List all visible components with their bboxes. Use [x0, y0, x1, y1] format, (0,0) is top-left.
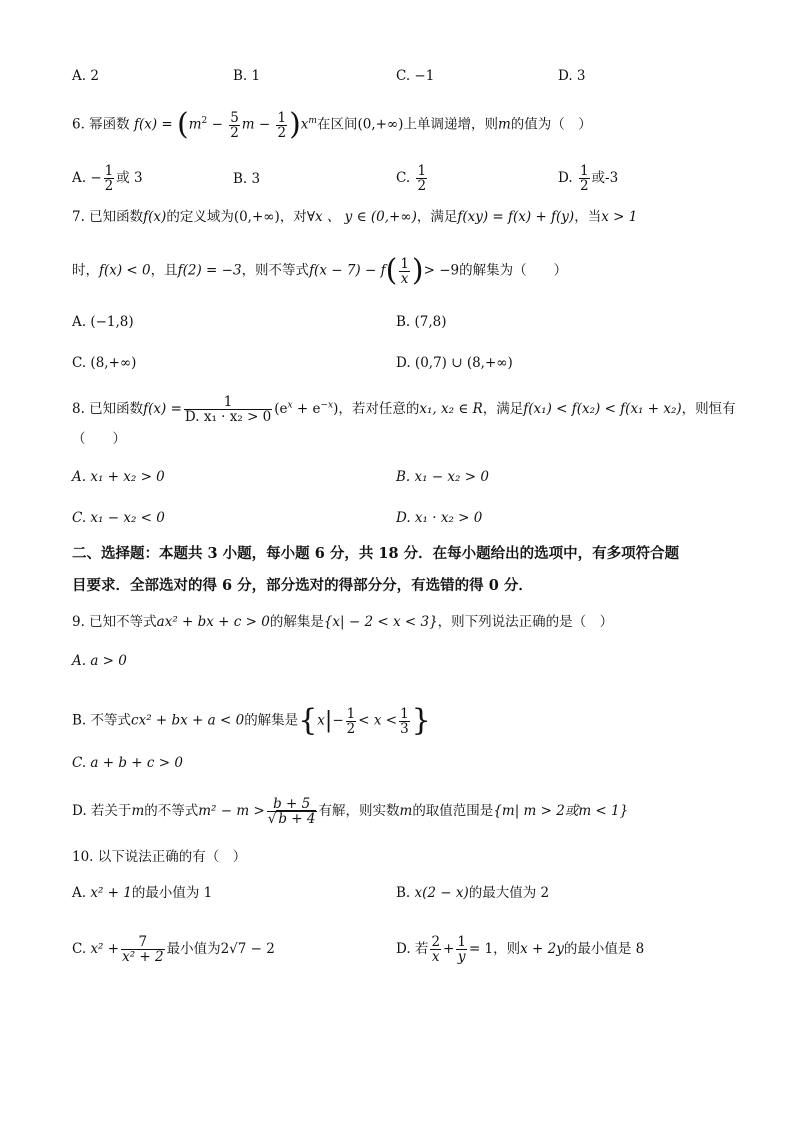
q9-b-rbrace: } — [411, 703, 431, 738]
q6-d-post: 或-3 — [591, 170, 619, 186]
q8-pre: 8. 已知函数 — [72, 401, 144, 417]
q6-a-num: 1 — [104, 163, 114, 179]
q8-vars: x₁, x₂ ∈ R — [419, 401, 483, 417]
q7-l1a: 7. 已知函数 — [72, 209, 144, 225]
q10-d-pre: D. 若 — [396, 941, 429, 957]
q8-ineq: f(x₁) < f(x₂) < f(x₁ + x₂) — [523, 401, 682, 417]
section2-heading-line2: 目要求．全部选对的得 6 分，部分选对的得部分分，有选错的得 0 分． — [72, 577, 533, 594]
q7-l1h: f(xy) = f(x) + f(y) — [457, 209, 575, 225]
q9-d-m2: m — [399, 803, 413, 819]
q8-paren: （ ） — [72, 431, 126, 447]
q8-fx: f(x) = — [143, 401, 182, 417]
q7-l2c: ，且 — [150, 262, 178, 279]
q7-l1e: ，对 — [279, 209, 307, 225]
q8-frac-den: D. x₁ · x₂ > 0 — [184, 409, 272, 425]
q6-a-post: 或 3 — [116, 170, 143, 186]
q8-option-b: B. x₁ − x₂ > 0 — [396, 469, 489, 485]
q7-lparen: ( — [385, 253, 398, 288]
q10-a-post: 的最小值为 1 — [131, 885, 213, 901]
q9-ineq: ax² + bx + c > 0 — [156, 614, 270, 630]
q9-d-m: m — [131, 803, 145, 819]
q8-mid: ，若对任意的 — [338, 401, 420, 417]
q10-c-x: x² + — [90, 941, 120, 957]
q6-frac2-num: 1 — [277, 109, 287, 126]
q6-d-den: 2 — [579, 178, 589, 194]
q7-l1c: 的定义域为 — [166, 209, 234, 225]
q8-option-a: A. x₁ + x₂ > 0 — [72, 469, 165, 485]
q10-d-frac2-num: 1 — [457, 934, 466, 950]
q7-l2b: f(x) < 0 — [99, 262, 151, 279]
q9-d-ineq: m² − m > — [198, 803, 265, 819]
q10-c-val: 2√7 − 2 — [220, 941, 275, 957]
q10-b-label: B. — [396, 885, 411, 901]
q9-d-frac-den: √ b + 4 — [267, 811, 316, 827]
q7-l2h: 的解集为（ ） — [459, 262, 568, 279]
q6-mvar: m — [497, 116, 511, 133]
q8-option-c: C. x₁ − x₂ < 0 — [72, 510, 165, 526]
q6-interval: (0,+∞) — [357, 116, 404, 133]
q9-b-bar: | — [324, 708, 333, 733]
q7-stem-line1 — [72, 208, 637, 226]
q7-rparen: ) — [411, 253, 424, 288]
q6-option-d — [558, 164, 618, 193]
q8-tail: ，则恒有 — [681, 401, 736, 417]
q7-l2e: ，则不等式 — [241, 262, 310, 279]
q10-option-d — [396, 935, 644, 964]
q9-option-d — [72, 797, 628, 826]
q7-option-c: C. (8,+∞) — [72, 355, 137, 371]
q6-c-frac — [416, 164, 427, 193]
q5-option-d: D. 3 — [558, 68, 586, 84]
q8-stem — [72, 395, 736, 424]
q7-frac-den: x — [400, 270, 409, 287]
q9-b-neg: − — [332, 712, 344, 729]
q9-b-frac2-num: 1 — [400, 705, 409, 722]
q6-a-den: 2 — [104, 178, 114, 194]
q9-set: {x| − 2 < x < 3} — [323, 614, 438, 630]
q5-option-b: B. 1 — [233, 68, 261, 84]
q6-option-a — [72, 164, 143, 193]
q9-d-frac-num: b + 5 — [267, 797, 317, 812]
q8-frac-num: 1 — [184, 395, 272, 410]
q7-l1f: ∀x 、 y ∈ (0,+∞) — [306, 209, 417, 225]
q9-b-frac1 — [346, 707, 357, 736]
q8-option-d: D. x₁ · x₂ > 0 — [396, 510, 483, 526]
q8-body: (e — [274, 401, 288, 417]
q10-c-post: 最小值为 — [166, 941, 221, 957]
q6-a-label: A. — [72, 170, 87, 186]
q6-frac1 — [229, 111, 240, 140]
q7-l2g: > −9 — [423, 262, 460, 279]
q9-d-mid: 的不等式 — [144, 803, 199, 819]
q7-option-b: B. (7,8) — [396, 314, 447, 330]
section2-heading-line1: 二、选择题：本题共 3 小题，每小题 6 分，共 18 分．在每小题给出的选项中，有多项符合题 — [72, 545, 680, 562]
q6-m-minus: m − — [241, 116, 271, 133]
q9-d-frac — [267, 797, 317, 826]
q10-d-post: 的最小值是 8 — [563, 941, 645, 957]
q6-frac2-den: 2 — [277, 124, 287, 141]
q10-c-label: C. — [72, 941, 87, 957]
q6-a-frac — [104, 164, 115, 193]
q9-option-c: C. a + b + c > 0 — [72, 755, 183, 771]
q10-a-label: A. — [72, 885, 87, 901]
q5-option-a: A. 2 — [72, 68, 99, 84]
q9-b-ineq: cx² + bx + a < 0 — [131, 712, 245, 729]
q8-plus: + e — [292, 401, 321, 417]
q6-end: 的值为（ ） — [510, 116, 592, 133]
q7-l2f: f(x − 7) − f — [309, 262, 386, 279]
q7-option-d: D. (0,7) ∪ (8,+∞) — [396, 355, 513, 371]
q9-stem — [72, 613, 613, 631]
q7-l2a: 时， — [72, 262, 99, 279]
q6-fx: f(x) = — [133, 116, 173, 133]
q7-stem-line2 — [72, 253, 568, 288]
q10-d-mid: ，则 — [493, 941, 521, 957]
q9-b-x: x — [317, 712, 325, 729]
q10-a-expr: x² + 1 — [90, 885, 132, 901]
q6-prefix: 6. 幂函数 — [72, 116, 130, 133]
q9-b-lbrace: { — [298, 703, 318, 738]
q7-l2d: f(2) = −3 — [177, 262, 242, 279]
q6-d-label: D. — [558, 170, 573, 186]
q9-tail: ，则下列说法正确的是（ ） — [437, 614, 614, 630]
q9-b-frac2 — [399, 707, 410, 736]
q10-b-post: 的最大值为 2 — [468, 885, 550, 901]
q9-mid: 的解集是 — [269, 614, 324, 630]
q9-b-frac1-den: 2 — [346, 720, 356, 737]
q6-d-frac — [579, 164, 590, 193]
q6-option-c — [396, 164, 429, 193]
q9-d-range: 的取值范围是 — [412, 803, 494, 819]
q5-option-c: C. −1 — [396, 68, 435, 84]
q6-stem: 6. 幂函数 $f(x) = (m^2$ − $\frac{5}{2}$ m − $\frac{1}{2}$ )$x^m$在区间(0,+∞)上单调递增，则m的值为（ ） — [72, 107, 592, 142]
q10-option-b — [396, 884, 549, 902]
q10-b-expr: x(2 − x) — [414, 885, 469, 901]
q10-d-frac2 — [456, 935, 467, 964]
q6-frac2 — [276, 111, 287, 140]
q9-b-frac1-num: 1 — [346, 705, 356, 722]
q8-close: ) — [333, 401, 339, 417]
q10-d-frac1 — [430, 935, 441, 964]
q10-d-eq: = 1 — [468, 941, 494, 957]
q6-frac1-num: 5 — [230, 109, 239, 126]
q6-option-b: B. 3 — [233, 171, 261, 187]
q9-option-b — [72, 703, 431, 738]
q6-d-num: 1 — [579, 163, 589, 179]
q10-stem: 10. 以下说法正确的有（ ） — [72, 849, 247, 865]
q6-x: x — [300, 116, 309, 133]
q7-l1b: f(x) — [143, 209, 167, 225]
q9-b-pre: B. 不等式 — [72, 712, 132, 729]
q6-a-neg: − — [90, 170, 102, 186]
q9-d-set: {m| m > 2或m < 1} — [493, 803, 629, 819]
q8-sup1: x — [287, 400, 293, 411]
q9-option-a: A. a > 0 — [72, 653, 127, 669]
q9-b-mid: 的解集是 — [244, 712, 299, 729]
q10-c-den: x² + 2 — [122, 949, 164, 965]
q10-d-frac1-num: 2 — [431, 934, 441, 950]
q9-pre: 9. 已知不等式 — [72, 614, 157, 630]
q7-frac-num: 1 — [400, 255, 409, 272]
q9-d-tail: 有解，则实数 — [318, 803, 400, 819]
q9-d-radicand: b + 4 — [278, 811, 316, 827]
q10-option-a — [72, 884, 212, 902]
q9-b-lt: < x < — [358, 712, 398, 729]
q7-option-a: A. (−1,8) — [72, 314, 134, 330]
q7-l1d: (0,+∞) — [233, 209, 280, 225]
q7-l1i: ，当 — [574, 209, 602, 225]
q6-m: m — [188, 116, 202, 133]
q7-l1g: ，满足 — [416, 209, 458, 225]
q10-c-num: 7 — [121, 935, 165, 950]
q8-frac — [184, 395, 272, 424]
q8-sup2: −x — [320, 400, 334, 411]
q6-c-num: 1 — [417, 163, 427, 179]
q10-d-frac2-den: y — [457, 949, 466, 965]
q6-lparen: ( — [177, 107, 189, 142]
q6-frac1-den: 2 — [230, 124, 239, 141]
q7-frac — [399, 257, 410, 286]
q10-d-frac1-den: x — [431, 949, 440, 965]
q6-c-label: C. — [396, 170, 411, 186]
q8-cond: ，满足 — [482, 401, 524, 417]
q6-rparen: ) — [289, 107, 301, 142]
q10-option-c — [72, 935, 275, 964]
q10-d-expr: x + 2y — [520, 941, 564, 957]
q9-d-pre: D. 若关于 — [72, 803, 132, 819]
q6-suffix: 上单调递增，则 — [403, 116, 498, 133]
q9-b-frac2-den: 3 — [400, 720, 409, 737]
q6-c-den: 2 — [417, 178, 427, 194]
q7-l1j: x > 1 — [601, 209, 638, 225]
q10-d-plus: + — [443, 941, 455, 957]
q6-minus: − — [211, 116, 223, 133]
q6-mid: 在区间 — [316, 116, 358, 133]
q10-c-frac — [121, 935, 165, 964]
